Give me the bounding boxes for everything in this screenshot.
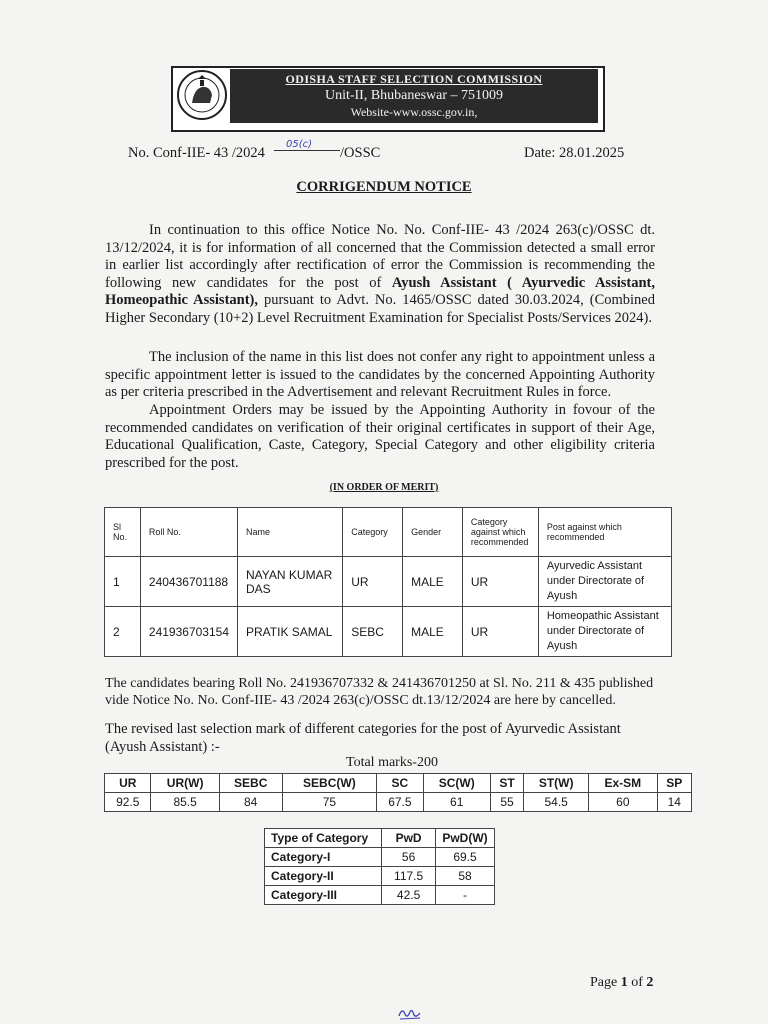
marks-value-sc: 67.5 [377, 793, 423, 812]
letterhead-banner [230, 69, 598, 123]
odisha-emblem-icon [176, 69, 228, 121]
pwd-value: 117.5 [382, 867, 436, 886]
cell-category-recommended: UR [462, 607, 538, 657]
header-gender: Gender [403, 508, 463, 557]
pwd-header-type: Type of Category [265, 829, 382, 848]
reference-blank-line [274, 150, 340, 151]
table-row [265, 848, 495, 867]
marks-value-ex-sm: 60 [589, 793, 657, 812]
marks-value-sebc: 84 [219, 793, 282, 812]
total-marks: Total marks-200 [346, 755, 438, 770]
pwd-w-value: 69.5 [436, 848, 495, 867]
marks-value-sc-w: 61 [423, 793, 490, 812]
page-number-prefix: Page [590, 975, 621, 990]
table-header-row [105, 508, 672, 557]
notice-date: Date: 28.01.2025 [524, 145, 625, 161]
cell-roll: 241936703154 [140, 607, 237, 657]
marks-header-ur: UR [105, 774, 151, 793]
table-row [105, 607, 672, 657]
header-roll-no: Roll No. [140, 508, 237, 557]
marks-header-st: ST [490, 774, 523, 793]
cell-sl: 1 [105, 557, 141, 607]
pwd-header-row [265, 829, 495, 848]
paragraph-1-post-name: Ayush Assistant ( Ayurvedic Assistant, Homeopathic Assistant), [105, 274, 655, 308]
header-name: Name [238, 508, 343, 557]
table-row [265, 886, 495, 905]
reference-number: No. Conf-IIE- 43 /2024 [128, 145, 265, 161]
handwritten-reference-number: 05(c) [286, 139, 313, 150]
marks-value-ur-w: 85.5 [151, 793, 219, 812]
marks-value-row [105, 793, 692, 812]
reference-suffix: /OSSC [340, 145, 381, 161]
pwd-value: 56 [382, 848, 436, 867]
header-category: Category [343, 508, 403, 557]
marks-header-sebc: SEBC [219, 774, 282, 793]
cell-category: SEBC [343, 607, 403, 657]
cell-gender: MALE [403, 607, 463, 657]
cell-name: PRATIK SAMAL [238, 607, 343, 657]
paragraph-1-text-a: In continuation to this office Notice No. No. Conf-IIE- 43 /2024 263(c)/OSSC dt. 13/12/2024, it is for information of all concerned that the Commission detected a small error in earlier list accordingly after rectification of error the Commission is recommending the following new candidates for the post of [105, 222, 655, 291]
selection-marks-table [104, 773, 692, 812]
cell-category-recommended: UR [462, 557, 538, 607]
paragraph-2-text: The inclusion of the name in this list does not confer any right to appointment unless a specific appointment letter is issued to the candidates by the concerned Appointing Authority as per criteria prescribed in the Advertisement and relevant Recruitment Rules in force. [105, 349, 655, 400]
marks-value-sebc-w: 75 [282, 793, 377, 812]
pwd-header-pwd-w: PwD(W) [436, 829, 495, 848]
header-sl-no: Sl No. [105, 508, 141, 557]
paragraph-no-right [105, 349, 655, 402]
cell-roll: 240436701188 [140, 557, 237, 607]
page-number-middle: of [627, 975, 647, 990]
marks-header-sp: SP [657, 774, 692, 793]
cell-gender: MALE [403, 557, 463, 607]
table-row [105, 557, 672, 607]
marks-value-ur: 92.5 [105, 793, 151, 812]
pwd-marks-table [264, 828, 495, 905]
marks-value-st: 55 [490, 793, 523, 812]
marks-header-st-w: ST(W) [524, 774, 589, 793]
header-post-recommended: Post against which recommended [538, 508, 671, 557]
org-website: Website-www.ossc.gov.in, [350, 105, 478, 119]
paragraph-appointment-orders [105, 402, 655, 472]
marks-value-sp: 14 [657, 793, 692, 812]
paragraph-3-text: Appointment Orders may be issued by the Appointing Authority in fovour of the recommended candidates on verification of their original certificates in support of their Age, Educational Qualification, Caste, Category, Special Category and other eligibility criteria prescribed for the post. [105, 402, 655, 471]
marks-header-sc: SC [377, 774, 423, 793]
pwd-w-value: - [436, 886, 495, 905]
cell-sl: 2 [105, 607, 141, 657]
paragraph-1-text-b: pursuant to Advt. No. 1465/OSSC dated 30.03.2024, (Combined Higher Secondary (10+2) Level Recruitment Examination for Specialist Posts/Services 2024). [105, 292, 655, 326]
pwd-category: Category-I [265, 848, 382, 867]
cell-name: NAYAN KUMAR DAS [238, 557, 343, 607]
marks-header-ur-w: UR(W) [151, 774, 219, 793]
pwd-header-pwd: PwD [382, 829, 436, 848]
merit-heading: (IN ORDER OF MERIT) [329, 482, 439, 493]
table-row [265, 867, 495, 886]
header-category-recommended: Category against which recommended [462, 508, 538, 557]
page-number-total: 2 [646, 975, 654, 990]
page-number [590, 975, 653, 991]
cancellation-note: The candidates bearing Roll No. 241936707332 & 241436701250 at Sl. No. 211 & 435 published vide Notice No. No. Conf-IIE- 43 /2024 263(c)/OSSC dt.13/12/2024 are here by cancelled. [105, 676, 654, 708]
page-number-current: 1 [620, 975, 628, 990]
pwd-category: Category-II [265, 867, 382, 886]
signature-initials-icon [396, 1004, 424, 1022]
marks-header-sc-w: SC(W) [423, 774, 490, 793]
marks-header-sebc-w: SEBC(W) [282, 774, 377, 793]
marks-header-ex-sm: Ex-SM [589, 774, 657, 793]
marks-value-st-w: 54.5 [524, 793, 589, 812]
candidates-table [104, 507, 672, 657]
cell-category: UR [343, 557, 403, 607]
notice-title: CORRIGENDUM NOTICE [296, 179, 472, 195]
pwd-value: 42.5 [382, 886, 436, 905]
revised-marks-note: The revised last selection mark of different categories for the post of Ayurvedic Assistant (Ayush Assistant) :- [105, 721, 621, 755]
org-address: Unit-II, Bhubaneswar – 751009 [324, 88, 504, 103]
org-name: ODISHA STAFF SELECTION COMMISSION [285, 72, 543, 86]
cell-post: Homeopathic Assistant under Directorate of Ayush [538, 607, 671, 657]
paragraph-continuation [105, 222, 655, 327]
pwd-w-value: 58 [436, 867, 495, 886]
cell-post: Ayurvedic Assistant under Directorate of Ayush [538, 557, 671, 607]
pwd-category: Category-III [265, 886, 382, 905]
marks-header-row [105, 774, 692, 793]
